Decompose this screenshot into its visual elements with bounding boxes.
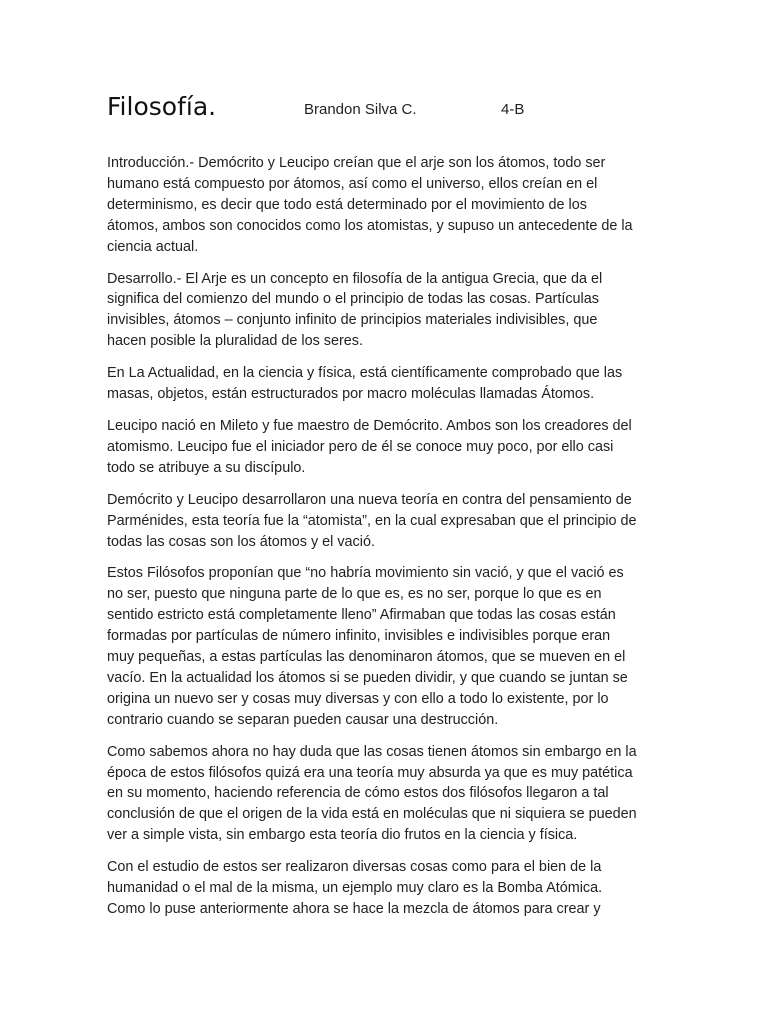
paragraph-line: invisibles, átomos – conjunto infinito de principios materiales indivisibles, que [107,312,598,329]
paragraph-line: en su momento, haciendo referencia de cómo estos dos filósofos llegaron a tal [107,785,609,802]
paragraph-line: ciencia actual. [107,238,199,255]
paragraph-line: Desarrollo.- El Arje es un concepto en filosofía de la antigua Grecia, que da el [107,270,603,287]
paragraph-line: humano está compuesto por átomos, así como el universo, ellos creían en el [107,175,598,192]
paragraph [107,363,667,405]
paragraph [107,857,667,920]
document-title: Filosofía. [107,92,217,121]
paragraph [107,742,667,847]
paragraph-line: no ser, puesto que ninguna parte de lo que es, es no ser, porque lo que es en [107,586,602,603]
paragraph [107,416,667,479]
document-body [107,153,667,931]
paragraph-line: significa del comienzo del mundo o el principio de todas las cosas. Partículas [107,291,599,308]
paragraph-line: todo se atribuye a su discípulo. [107,459,306,476]
paragraph-line: muy pequeñas, a estas partículas las denominaron átomos, que se mueven en el [107,649,626,666]
paragraph-line: Introducción.- Demócrito y Leucipo creían que el arje son los átomos, todo ser [107,155,606,171]
paragraph-line: atomismo. Leucipo fue el iniciador pero de él se conoce muy poco, por ello casi [107,438,614,455]
paragraph-line: Como sabemos ahora no hay duda que las cosas tienen átomos sin embargo en la [107,743,637,760]
paragraph-line: En La Actualidad, en la ciencia y física, está científicamente comprobado que las [107,365,623,382]
paragraph-line: átomos, ambos son conocidos como los atomistas, y supuso un antecedente de la [107,217,633,234]
paragraph-line: ver a simple vista, sin embargo esta teoría dio frutos en la ciencia y física. [107,827,578,844]
paragraph-line: vacío. En la actualidad los átomos si se pueden dividir, y que cuando se juntan se [107,669,628,686]
paragraph-line: Parménides, esta teoría fue la “atomista”, en la cual expresaban que el principio de [107,512,637,529]
paragraph-line: formadas por partículas de número infinito, invisibles e indivisibles porque eran [107,628,611,645]
paragraph-line: contrario cuando se separan pueden causar una destrucción. [107,711,499,728]
document-header [107,92,667,126]
paragraph-line: Demócrito y Leucipo desarrollaron una nueva teoría en contra del pensamiento de [107,491,632,508]
paragraph-line: determinismo, es decir que todo está determinado por el movimiento de los [107,196,587,213]
paragraph-line: Estos Filósofos proponían que “no habría movimiento sin vació, y que el vació es [107,565,624,582]
paragraph [107,563,667,730]
paragraph-line: masas, objetos, están estructurados por macro moléculas llamadas Átomos. [107,386,595,403]
paragraph [107,269,667,353]
paragraph-line: hacen posible la pluralidad de los seres. [107,333,363,350]
paragraph-line: Con el estudio de estos ser realizaron diversas cosas como para el bien de la [107,859,602,876]
paragraph-line: Leucipo nació en Mileto y fue maestro de Demócrito. Ambos son los creadores del [107,417,632,434]
paragraph [107,490,667,553]
class-group: 4-B [501,101,525,118]
paragraph-line: sentido estricto está completamente lleno” Afirmaban que todas las cosas están [107,607,616,624]
paragraph-line: conclusión de que el origen de la vida está en moléculas que ni siquiera se pueden [107,806,637,823]
paragraph [107,153,667,258]
author-name: Brandon Silva C. [304,101,417,118]
paragraph-line: humanidad o el mal de la misma, un ejemplo muy claro es la Bomba Atómica. [107,880,603,897]
paragraph-line: época de estos filósofos quizá era una teoría muy absurda ya que es muy patética [107,764,633,781]
paragraph-line: todas las cosas son los átomos y el vació. [107,533,375,550]
paragraph-line: origina un nuevo ser y cosas muy diversas y con ello a todo lo existente, por lo [107,690,609,707]
paragraph-line: Como lo puse anteriormente ahora se hace la mezcla de átomos para crear y [107,901,601,917]
